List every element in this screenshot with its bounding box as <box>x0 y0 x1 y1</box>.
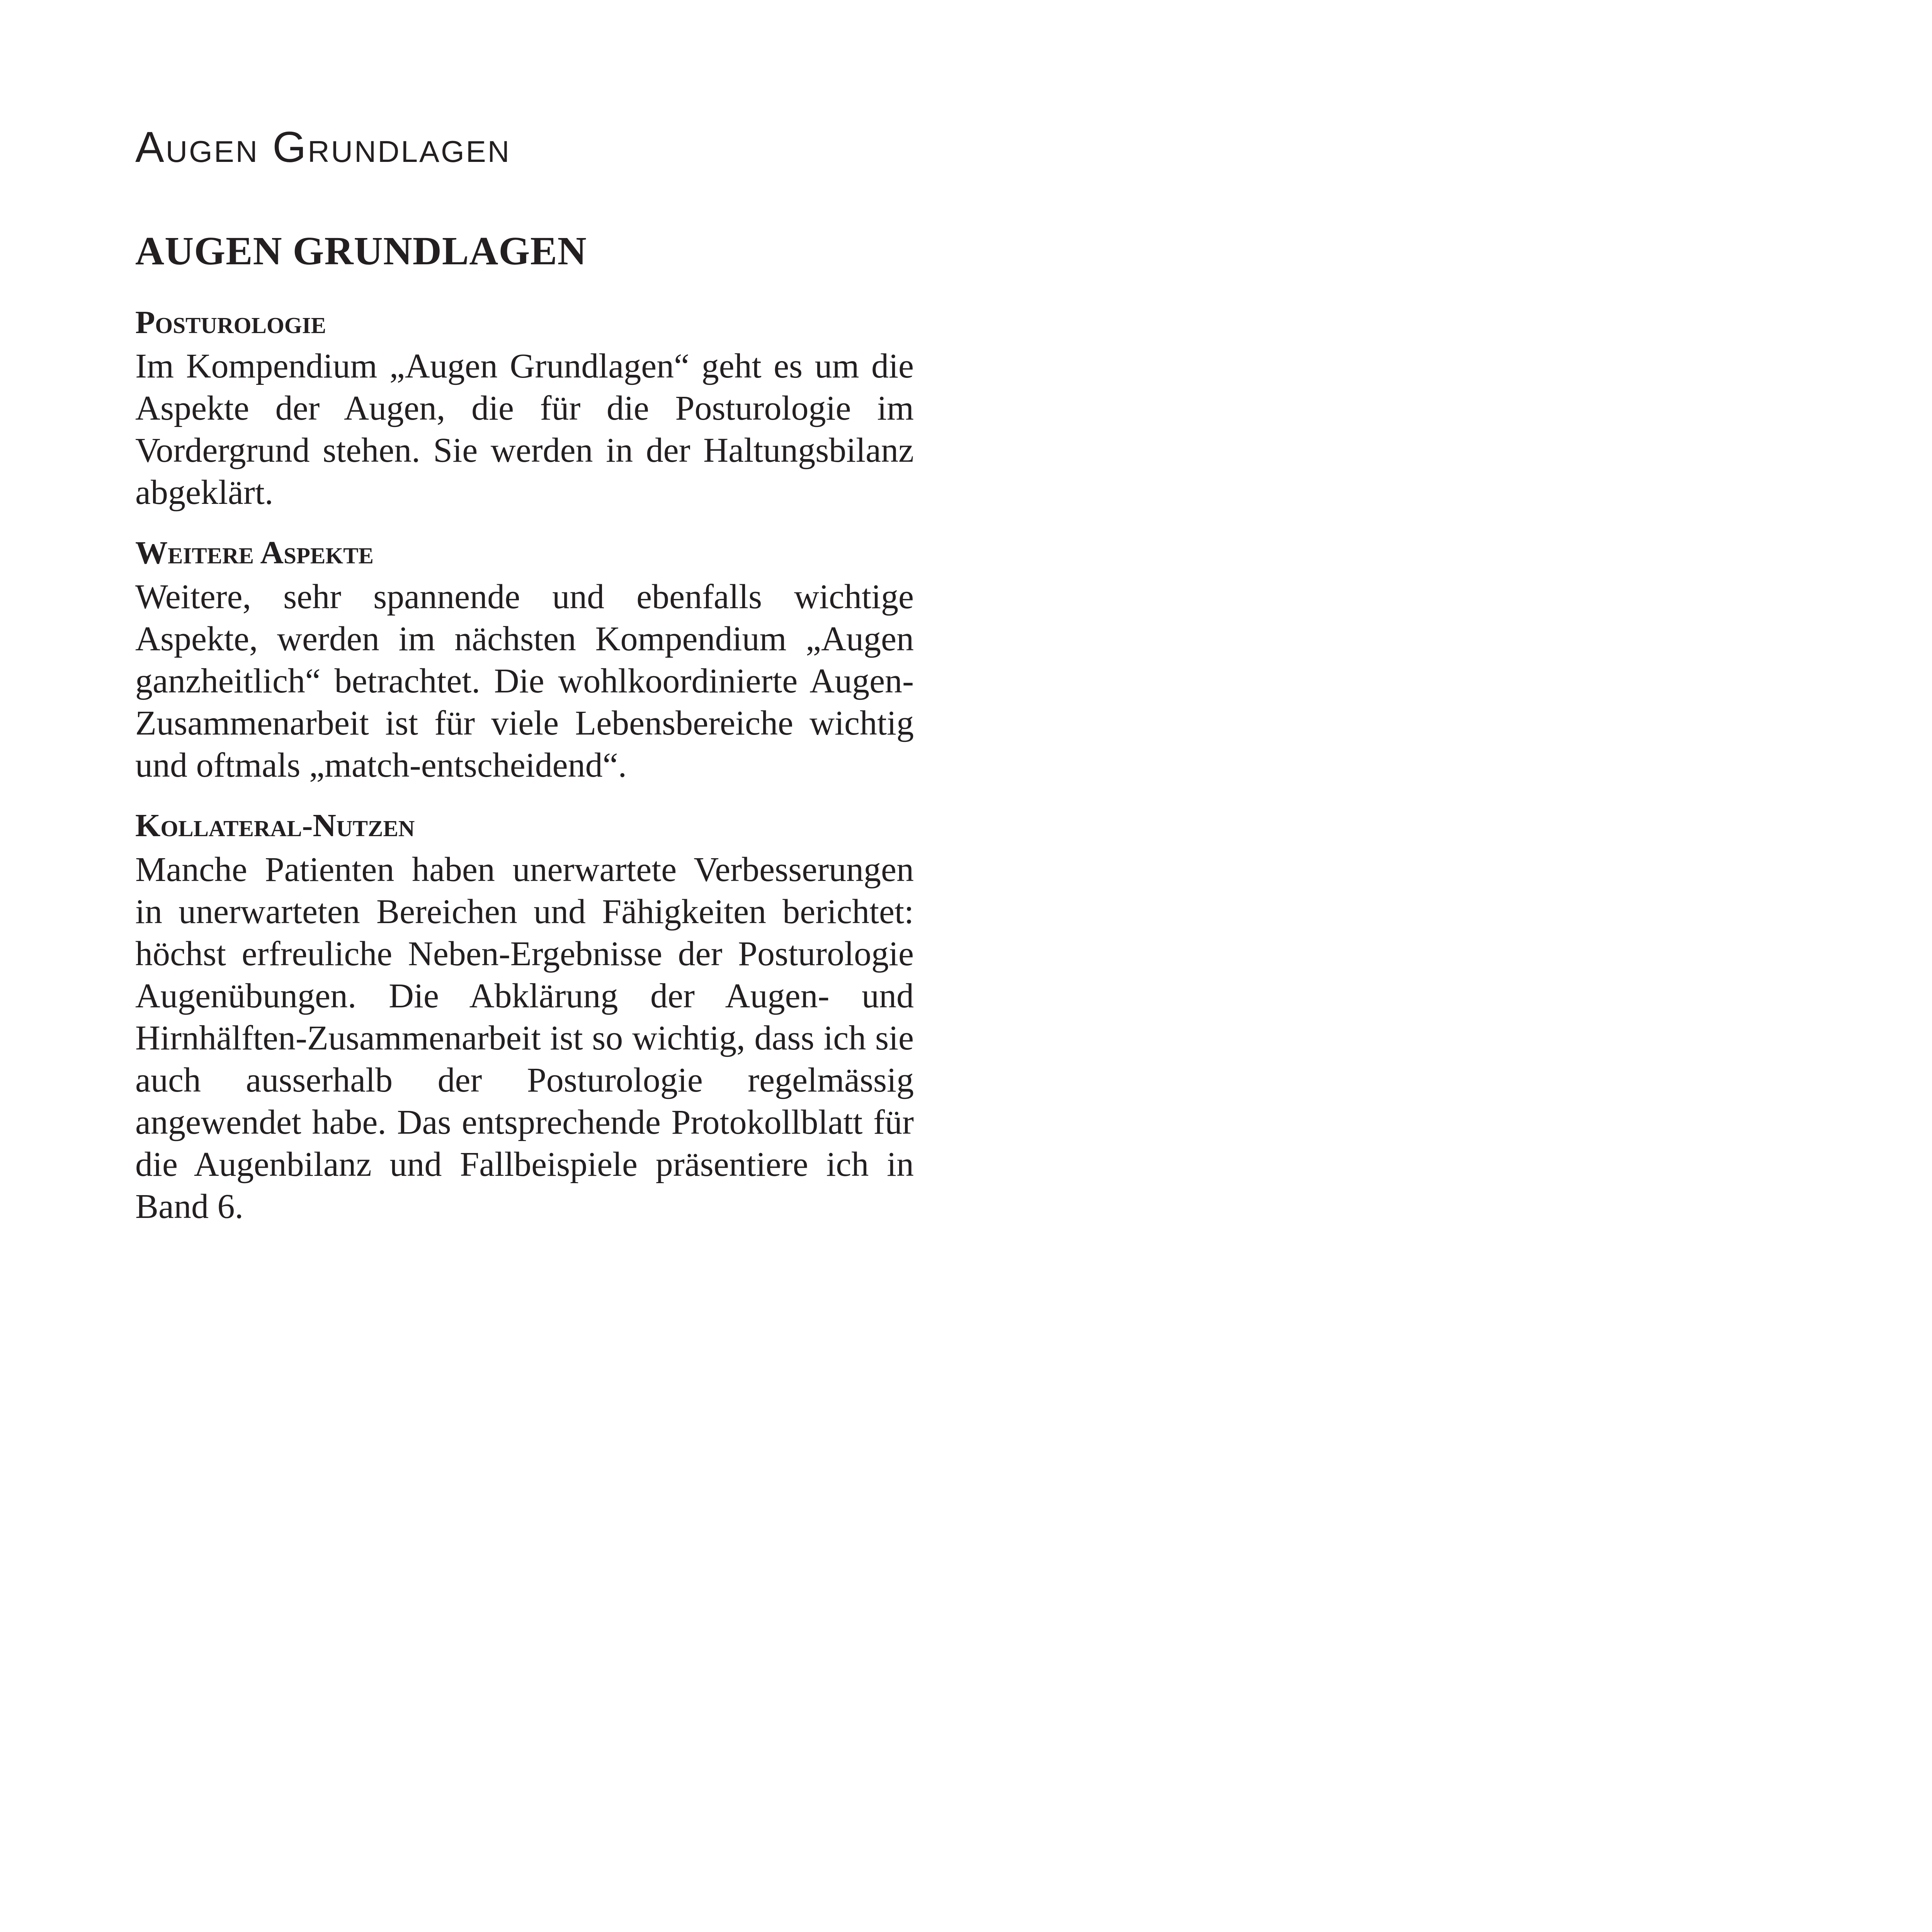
section-heading: Weitere Aspekte <box>135 535 374 571</box>
section-kollateral-nutzen <box>135 806 914 1228</box>
section-text: Manche Patienten haben unerwartete Verbesserungen in unerwarteten Bereichen und Fähigkeiten berichtet: höchst erfreuliche Neben-Ergebnisse der Posturologie Augenübungen. Die Abklärung der Augen- und Hirnhälften-Zusammenarbeit ist so wichtig, dass ich sie auch ausserhalb der Posturologie regelmässig angewendet habe. Das entsprechende Protokollblatt für die Augenbilanz und Fallbeispiele präsentiere ich in Band 6. <box>135 850 914 1226</box>
chapter-title: AUGEN GRUNDLAGEN <box>135 229 587 273</box>
section-heading: Kollateral-Nutzen <box>135 808 415 844</box>
content-column <box>135 228 914 1248</box>
running-header: Augen Grundlagen <box>135 123 511 171</box>
section-text: Weitere, sehr spannende und ebenfalls wichtige Aspekte, werden im nächsten Kompendium „Augen ganzheitlich“ betrachtet. Die wohlkoordinierte Augen-Zusammenarbeit ist für viele Lebensbereiche wichtig und oftmals „match-entscheidend“. <box>135 578 914 785</box>
section-text: Im Kompendium „Augen Grundlagen“ geht es um die Aspekte der Augen, die für die Posturologie im Vordergrund stehen. Sie werden in der Haltungsbilanz abgeklärt. <box>135 347 914 512</box>
section-heading: Posturologie <box>135 304 326 340</box>
section-weitere-aspekte <box>135 534 914 786</box>
section-posturologie <box>135 303 914 514</box>
